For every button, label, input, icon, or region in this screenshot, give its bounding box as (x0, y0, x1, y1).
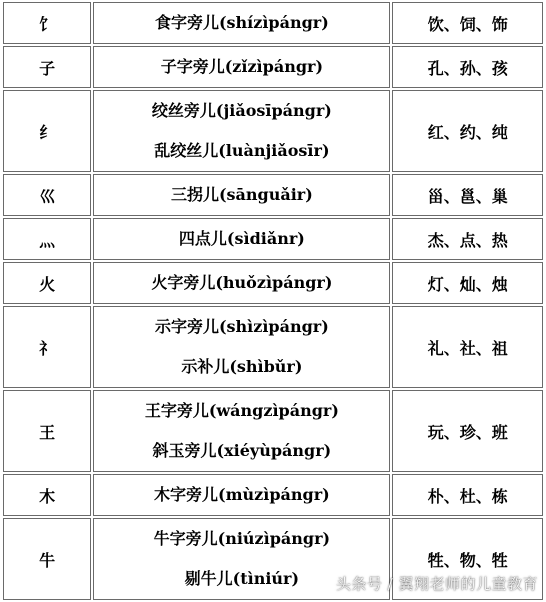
table-row (3, 262, 543, 304)
example-chars-cell: 红、约、纯 (392, 90, 543, 172)
radical-name: 四点儿(sìdiǎnr) (178, 229, 305, 248)
radical-name: 三拐儿(sānguǎir) (170, 185, 313, 204)
example-chars-cell: 杰、点、热 (392, 218, 543, 260)
example-chars-cell: 朴、杜、栋 (392, 474, 543, 516)
example-chars-cell: 礼、社、祖 (392, 306, 543, 388)
radical-cell: 牛 (3, 518, 91, 600)
radical-name: 木字旁儿(mùzìpángr) (154, 485, 330, 504)
example-chars-cell: 玩、珍、班 (392, 390, 543, 472)
radical-name-cell (93, 174, 390, 216)
radical-name: 示字旁儿(shìzìpángr) (154, 317, 329, 336)
radical-cell: 礻 (3, 306, 91, 388)
radical-name-cell (93, 2, 390, 44)
table-row (3, 2, 543, 44)
radical-name-alt: 斜玉旁儿(xiéyùpángr) (152, 441, 332, 460)
radical-cell: 子 (3, 46, 91, 88)
radical-name-cell (93, 474, 390, 516)
radical-name: 牛字旁儿(niúzìpángr) (153, 529, 331, 548)
radical-name-cell (93, 46, 390, 88)
radical-name-cell (93, 218, 390, 260)
radical-name-cell (93, 306, 390, 388)
example-chars-cell: 饮、饲、饰 (392, 2, 543, 44)
radical-table (1, 0, 545, 602)
table-row (3, 306, 543, 388)
table-row (3, 46, 543, 88)
table-row (3, 390, 543, 472)
radical-name-alt: 示补儿(shìbǔr) (181, 357, 303, 376)
radical-cell: 火 (3, 262, 91, 304)
example-chars-cell: 甾、邕、巢 (392, 174, 543, 216)
table-row (3, 474, 543, 516)
radical-cell: 饣 (3, 2, 91, 44)
table-row (3, 218, 543, 260)
radical-name: 食字旁儿(shízìpángr) (154, 13, 329, 32)
radical-name: 火字旁儿(huǒzìpángr) (151, 273, 333, 292)
radical-cell: 王 (3, 390, 91, 472)
table-row (3, 90, 543, 172)
radical-name-alt: 乱绞丝儿(luànjiǎosīr) (154, 141, 330, 160)
radical-name: 子字旁儿(zǐzìpángr) (160, 57, 324, 76)
watermark: 头条号 / 翼翔老师的儿童教育 (335, 575, 538, 593)
example-chars-cell: 灯、灿、烛 (392, 262, 543, 304)
radical-cell: 木 (3, 474, 91, 516)
radical-name: 绞丝旁儿(jiǎosīpángr) (151, 101, 332, 120)
radical-name-cell (93, 262, 390, 304)
radical-name-cell (93, 390, 390, 472)
radical-cell: 灬 (3, 218, 91, 260)
radical-cell: 纟 (3, 90, 91, 172)
example-chars-cell: 孔、孙、孩 (392, 46, 543, 88)
radical-cell: 巛 (3, 174, 91, 216)
radical-name-cell (93, 90, 390, 172)
example-chars-cell: 牲、物、牲 (392, 518, 543, 600)
radical-name: 王字旁儿(wángzìpángr) (144, 401, 339, 420)
table-row (3, 174, 543, 216)
radical-name-alt: 剔牛儿(tìniúr) (184, 569, 300, 588)
